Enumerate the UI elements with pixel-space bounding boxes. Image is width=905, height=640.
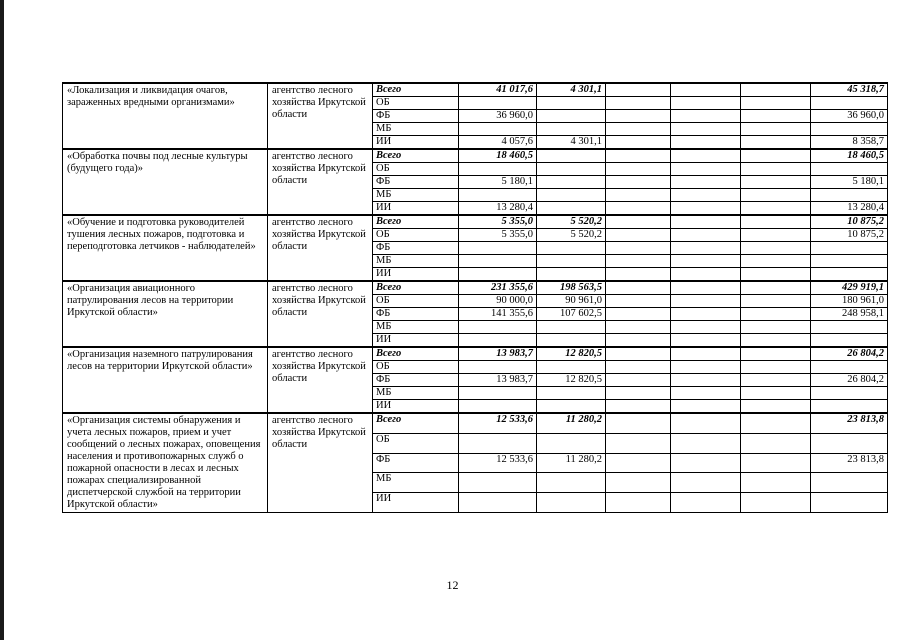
total-amount-cell: 13 280,4 <box>811 202 888 216</box>
executor-cell: агентство лесного хозяйства Иркутской области <box>268 413 373 513</box>
amount-cell: 11 280,2 <box>537 453 606 473</box>
funding-source-cell: ИИ <box>373 268 459 282</box>
amount-cell <box>741 255 811 268</box>
funding-source-cell: ФБ <box>373 110 459 123</box>
amount-cell <box>606 83 671 97</box>
amount-cell <box>671 97 741 110</box>
amount-cell <box>459 361 537 374</box>
amount-cell <box>741 453 811 473</box>
amount-cell <box>741 374 811 387</box>
amount-cell: 13 280,4 <box>459 202 537 216</box>
amount-cell <box>671 242 741 255</box>
amount-cell <box>741 295 811 308</box>
amount-cell <box>606 453 671 473</box>
executor-cell: агентство лесного хозяйства Иркутской области <box>268 149 373 215</box>
amount-cell <box>671 400 741 414</box>
amount-cell <box>537 434 606 454</box>
total-amount-cell <box>811 321 888 334</box>
funding-source-cell: МБ <box>373 387 459 400</box>
funding-source-cell: ФБ <box>373 242 459 255</box>
amount-cell: 41 017,6 <box>459 83 537 97</box>
amount-cell <box>537 163 606 176</box>
amount-cell <box>459 493 537 513</box>
funding-source-cell: Всего <box>373 347 459 361</box>
total-amount-cell: 26 804,2 <box>811 347 888 361</box>
amount-cell <box>671 163 741 176</box>
amount-cell: 12 533,6 <box>459 413 537 434</box>
amount-cell <box>606 400 671 414</box>
funding-source-cell: ОБ <box>373 97 459 110</box>
amount-cell <box>741 387 811 400</box>
amount-cell <box>459 242 537 255</box>
amount-cell <box>606 215 671 229</box>
amount-cell <box>671 361 741 374</box>
total-amount-cell: 180 961,0 <box>811 295 888 308</box>
table-body <box>63 83 888 513</box>
amount-cell: 36 960,0 <box>459 110 537 123</box>
amount-cell <box>606 361 671 374</box>
amount-cell: 5 520,2 <box>537 215 606 229</box>
amount-cell <box>741 83 811 97</box>
amount-cell <box>537 473 606 493</box>
amount-cell <box>671 281 741 295</box>
amount-cell <box>537 361 606 374</box>
amount-cell <box>459 268 537 282</box>
amount-cell <box>606 149 671 163</box>
amount-cell <box>671 473 741 493</box>
amount-cell <box>671 136 741 150</box>
total-amount-cell <box>811 97 888 110</box>
amount-cell: 12 820,5 <box>537 374 606 387</box>
amount-cell <box>741 215 811 229</box>
funding-source-cell: МБ <box>373 255 459 268</box>
amount-cell <box>606 163 671 176</box>
executor-cell: агентство лесного хозяйства Иркутской области <box>268 281 373 347</box>
table-row <box>63 281 888 295</box>
total-amount-cell: 10 875,2 <box>811 229 888 242</box>
activity-name-cell: «Локализация и ликвидация очагов, зараженных вредными организмами» <box>63 83 268 149</box>
amount-cell <box>741 400 811 414</box>
funding-source-cell: ОБ <box>373 163 459 176</box>
amount-cell <box>671 347 741 361</box>
amount-cell <box>671 149 741 163</box>
amount-cell <box>671 110 741 123</box>
funding-source-cell: ИИ <box>373 136 459 150</box>
amount-cell: 11 280,2 <box>537 413 606 434</box>
funding-source-cell: ФБ <box>373 374 459 387</box>
amount-cell <box>537 255 606 268</box>
amount-cell <box>606 473 671 493</box>
amount-cell <box>537 242 606 255</box>
amount-cell <box>741 334 811 348</box>
amount-cell <box>459 255 537 268</box>
table-row <box>63 83 888 97</box>
amount-cell: 18 460,5 <box>459 149 537 163</box>
total-amount-cell <box>811 387 888 400</box>
funding-source-cell: ИИ <box>373 493 459 513</box>
amount-cell <box>741 149 811 163</box>
total-amount-cell: 8 358,7 <box>811 136 888 150</box>
amount-cell <box>459 123 537 136</box>
scan-left-edge <box>0 0 4 640</box>
amount-cell <box>537 110 606 123</box>
amount-cell <box>741 229 811 242</box>
amount-cell <box>459 434 537 454</box>
amount-cell <box>606 374 671 387</box>
amount-cell <box>741 176 811 189</box>
amount-cell: 5 355,0 <box>459 215 537 229</box>
amount-cell <box>741 493 811 513</box>
amount-cell <box>741 123 811 136</box>
amount-cell <box>537 400 606 414</box>
amount-cell: 198 563,5 <box>537 281 606 295</box>
total-amount-cell <box>811 434 888 454</box>
table-row <box>63 413 888 434</box>
funding-source-cell: ФБ <box>373 453 459 473</box>
amount-cell <box>537 97 606 110</box>
amount-cell <box>537 321 606 334</box>
amount-cell <box>671 202 741 216</box>
amount-cell <box>741 281 811 295</box>
executor-cell: агентство лесного хозяйства Иркутской области <box>268 347 373 413</box>
amount-cell: 13 983,7 <box>459 347 537 361</box>
amount-cell <box>459 387 537 400</box>
amount-cell <box>537 268 606 282</box>
amount-cell <box>459 163 537 176</box>
activity-name-cell: «Организация авиационного патрулирования лесов на территории Иркутской области» <box>63 281 268 347</box>
amount-cell <box>741 97 811 110</box>
amount-cell <box>671 215 741 229</box>
amount-cell <box>606 136 671 150</box>
amount-cell <box>537 202 606 216</box>
amount-cell: 12 820,5 <box>537 347 606 361</box>
amount-cell <box>606 242 671 255</box>
amount-cell <box>741 434 811 454</box>
amount-cell <box>671 176 741 189</box>
amount-cell <box>537 123 606 136</box>
amount-cell <box>606 229 671 242</box>
total-amount-cell <box>811 400 888 414</box>
funding-source-cell: Всего <box>373 83 459 97</box>
total-amount-cell: 45 318,7 <box>811 83 888 97</box>
amount-cell <box>606 334 671 348</box>
amount-cell <box>537 493 606 513</box>
funding-source-cell: ФБ <box>373 176 459 189</box>
funding-source-cell: МБ <box>373 123 459 136</box>
table-row <box>63 347 888 361</box>
amount-cell <box>671 268 741 282</box>
amount-cell <box>671 321 741 334</box>
amount-cell <box>741 347 811 361</box>
total-amount-cell <box>811 255 888 268</box>
amount-cell <box>671 413 741 434</box>
amount-cell <box>671 83 741 97</box>
amount-cell <box>606 268 671 282</box>
amount-cell <box>459 321 537 334</box>
amount-cell: 4 301,1 <box>537 136 606 150</box>
amount-cell <box>537 334 606 348</box>
amount-cell <box>606 202 671 216</box>
amount-cell: 90 000,0 <box>459 295 537 308</box>
amount-cell <box>741 189 811 202</box>
total-amount-cell <box>811 189 888 202</box>
funding-source-cell: ОБ <box>373 229 459 242</box>
total-amount-cell <box>811 361 888 374</box>
funding-source-cell: Всего <box>373 281 459 295</box>
total-amount-cell: 5 180,1 <box>811 176 888 189</box>
amount-cell <box>459 400 537 414</box>
amount-cell <box>741 321 811 334</box>
amount-cell <box>671 334 741 348</box>
amount-cell <box>671 189 741 202</box>
amount-cell <box>606 255 671 268</box>
amount-cell <box>606 387 671 400</box>
total-amount-cell <box>811 268 888 282</box>
amount-cell <box>741 110 811 123</box>
amount-cell <box>671 374 741 387</box>
amount-cell <box>741 202 811 216</box>
total-amount-cell <box>811 163 888 176</box>
amount-cell <box>741 242 811 255</box>
amount-cell <box>741 136 811 150</box>
amount-cell <box>537 149 606 163</box>
amount-cell <box>537 176 606 189</box>
funding-source-cell: ФБ <box>373 308 459 321</box>
amount-cell: 141 355,6 <box>459 308 537 321</box>
amount-cell <box>671 434 741 454</box>
amount-cell <box>671 229 741 242</box>
table-row <box>63 215 888 229</box>
total-amount-cell <box>811 242 888 255</box>
executor-cell: агентство лесного хозяйства Иркутской области <box>268 83 373 149</box>
amount-cell <box>537 189 606 202</box>
amount-cell <box>606 110 671 123</box>
amount-cell <box>606 308 671 321</box>
total-amount-cell: 23 813,8 <box>811 453 888 473</box>
amount-cell: 4 301,1 <box>537 83 606 97</box>
amount-cell: 4 057,6 <box>459 136 537 150</box>
funding-source-cell: МБ <box>373 473 459 493</box>
amount-cell <box>671 493 741 513</box>
table-row <box>63 149 888 163</box>
amount-cell <box>671 123 741 136</box>
funding-source-cell: Всего <box>373 215 459 229</box>
total-amount-cell: 248 958,1 <box>811 308 888 321</box>
financing-table <box>62 82 888 513</box>
amount-cell <box>741 473 811 493</box>
funding-source-cell: ОБ <box>373 434 459 454</box>
amount-cell <box>459 334 537 348</box>
total-amount-cell: 18 460,5 <box>811 149 888 163</box>
amount-cell <box>671 387 741 400</box>
amount-cell <box>606 281 671 295</box>
total-amount-cell: 429 919,1 <box>811 281 888 295</box>
amount-cell <box>606 295 671 308</box>
funding-source-cell: ИИ <box>373 400 459 414</box>
amount-cell: 107 602,5 <box>537 308 606 321</box>
amount-cell <box>606 413 671 434</box>
amount-cell <box>671 255 741 268</box>
amount-cell <box>606 97 671 110</box>
executor-cell: агентство лесного хозяйства Иркутской области <box>268 215 373 281</box>
total-amount-cell <box>811 123 888 136</box>
total-amount-cell: 23 813,8 <box>811 413 888 434</box>
amount-cell: 5 355,0 <box>459 229 537 242</box>
total-amount-cell <box>811 473 888 493</box>
amount-cell <box>741 361 811 374</box>
amount-cell <box>606 176 671 189</box>
total-amount-cell: 36 960,0 <box>811 110 888 123</box>
amount-cell <box>459 473 537 493</box>
amount-cell <box>741 163 811 176</box>
activity-name-cell: «Организация системы обнаружения и учета лесных пожаров, прием и учет сообщений о лесных пожарах, оповещения населения и противопожарных служб о пожарной опасности в лесах и лесных пожарах специализированной диспетчерской службой на территории Иркутской области» <box>63 413 268 513</box>
funding-source-cell: ОБ <box>373 295 459 308</box>
total-amount-cell: 10 875,2 <box>811 215 888 229</box>
amount-cell <box>606 347 671 361</box>
amount-cell <box>606 493 671 513</box>
amount-cell <box>741 413 811 434</box>
amount-cell: 12 533,6 <box>459 453 537 473</box>
amount-cell <box>606 434 671 454</box>
activity-name-cell: «Обучение и подготовка руководителей тушения лесных пожаров, подготовка и переподготовка летчиков - наблюдателей» <box>63 215 268 281</box>
amount-cell: 5 520,2 <box>537 229 606 242</box>
amount-cell <box>671 308 741 321</box>
funding-source-cell: Всего <box>373 149 459 163</box>
funding-source-cell: ОБ <box>373 361 459 374</box>
total-amount-cell: 26 804,2 <box>811 374 888 387</box>
activity-name-cell: «Организация наземного патрулирования лесов на территории Иркутской области» <box>63 347 268 413</box>
amount-cell <box>537 387 606 400</box>
amount-cell <box>741 308 811 321</box>
activity-name-cell: «Обработка почвы под лесные культуры (будущего года)» <box>63 149 268 215</box>
funding-source-cell: ИИ <box>373 334 459 348</box>
funding-source-cell: МБ <box>373 189 459 202</box>
amount-cell <box>459 189 537 202</box>
amount-cell: 231 355,6 <box>459 281 537 295</box>
amount-cell: 5 180,1 <box>459 176 537 189</box>
total-amount-cell <box>811 493 888 513</box>
funding-source-cell: Всего <box>373 413 459 434</box>
amount-cell: 90 961,0 <box>537 295 606 308</box>
amount-cell <box>459 97 537 110</box>
amount-cell <box>606 123 671 136</box>
amount-cell <box>741 268 811 282</box>
amount-cell: 13 983,7 <box>459 374 537 387</box>
funding-source-cell: ИИ <box>373 202 459 216</box>
page-number: 12 <box>446 578 459 592</box>
total-amount-cell <box>811 334 888 348</box>
amount-cell <box>671 453 741 473</box>
funding-source-cell: МБ <box>373 321 459 334</box>
amount-cell <box>671 295 741 308</box>
amount-cell <box>606 321 671 334</box>
amount-cell <box>606 189 671 202</box>
